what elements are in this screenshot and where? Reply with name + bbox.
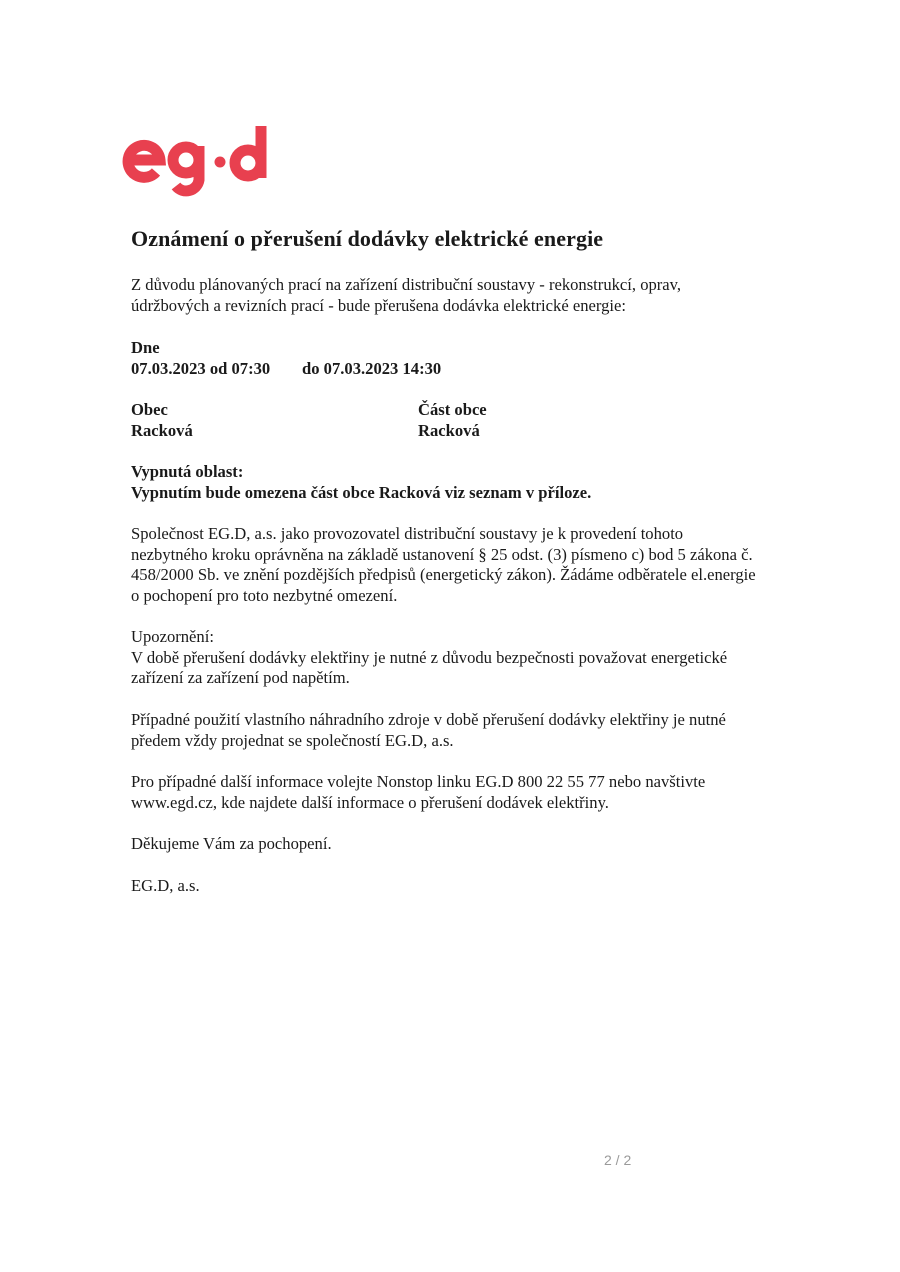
warning-line: zařízení za zařízení pod napětím. xyxy=(131,668,350,687)
date-to: do 07.03.2023 14:30 xyxy=(302,359,442,378)
warning-line: V době přerušení dodávky elektřiny je nutné z důvodu bezpečnosti považovat energetické xyxy=(131,647,728,667)
legal-line: nezbytného kroku oprávněna na základě ustanovení § 25 odst. (3) písmeno c) bod 5 zákona č. xyxy=(131,544,753,564)
outage-area-label: Vypnutá oblast: xyxy=(131,462,244,481)
egd-logo-graphic xyxy=(120,122,280,202)
legal-paragraph xyxy=(131,524,756,606)
backup-source-paragraph xyxy=(131,710,726,751)
info-paragraph xyxy=(131,772,705,813)
backup-line: předem vždy projednat se společností EG.D, a.s. xyxy=(131,730,454,750)
municipality-value: Racková xyxy=(131,421,193,440)
legal-line: 458/2000 Sb. ve znění pozdějších předpisů (energetický zákon). Žádáme odběratele el.energie xyxy=(131,565,756,584)
intro-line: Z důvodu plánovaných prací na zařízení distribuční soustavy - rekonstrukcí, oprav, xyxy=(131,275,682,294)
info-line: www.egd.cz, kde najdete další informace o přerušení dodávek elektřiny. xyxy=(131,792,609,812)
signature: EG.D, a.s. xyxy=(131,876,200,895)
backup-line: Případné použití vlastního náhradního zdroje v době přerušení dodávky elektřiny je nutné xyxy=(131,710,726,729)
date-label: Dne xyxy=(131,338,160,357)
egd-logo xyxy=(120,122,280,202)
date-from: 07.03.2023 od 07:30 xyxy=(131,359,271,378)
intro-paragraph xyxy=(131,275,681,316)
warning-label: Upozornění: xyxy=(131,627,214,646)
municipality-label: Obec xyxy=(131,400,168,419)
info-line: Pro případné další informace volejte Nonstop linku EG.D 800 22 55 77 nebo navštivte xyxy=(131,772,706,791)
page-number: 2 / 2 xyxy=(604,1152,632,1168)
intro-line: údržbových a revizních prací - bude přerušena dodávka elektrické energie: xyxy=(131,295,626,315)
thanks-text: Děkujeme Vám za pochopení. xyxy=(131,834,332,853)
page-title: Oznámení o přerušení dodávky elektrické energie xyxy=(131,226,604,251)
municipality-part-value: Racková xyxy=(418,421,480,440)
municipality-part-label: Část obce xyxy=(418,400,487,419)
warning-paragraph xyxy=(131,627,727,689)
legal-line: o pochopení pro toto nezbytné omezení. xyxy=(131,585,398,605)
legal-line: Společnost EG.D, a.s. jako provozovatel distribuční soustavy je k provedení tohoto xyxy=(131,524,684,543)
outage-area-text: Vypnutím bude omezena část obce Racková viz seznam v příloze. xyxy=(131,483,592,502)
